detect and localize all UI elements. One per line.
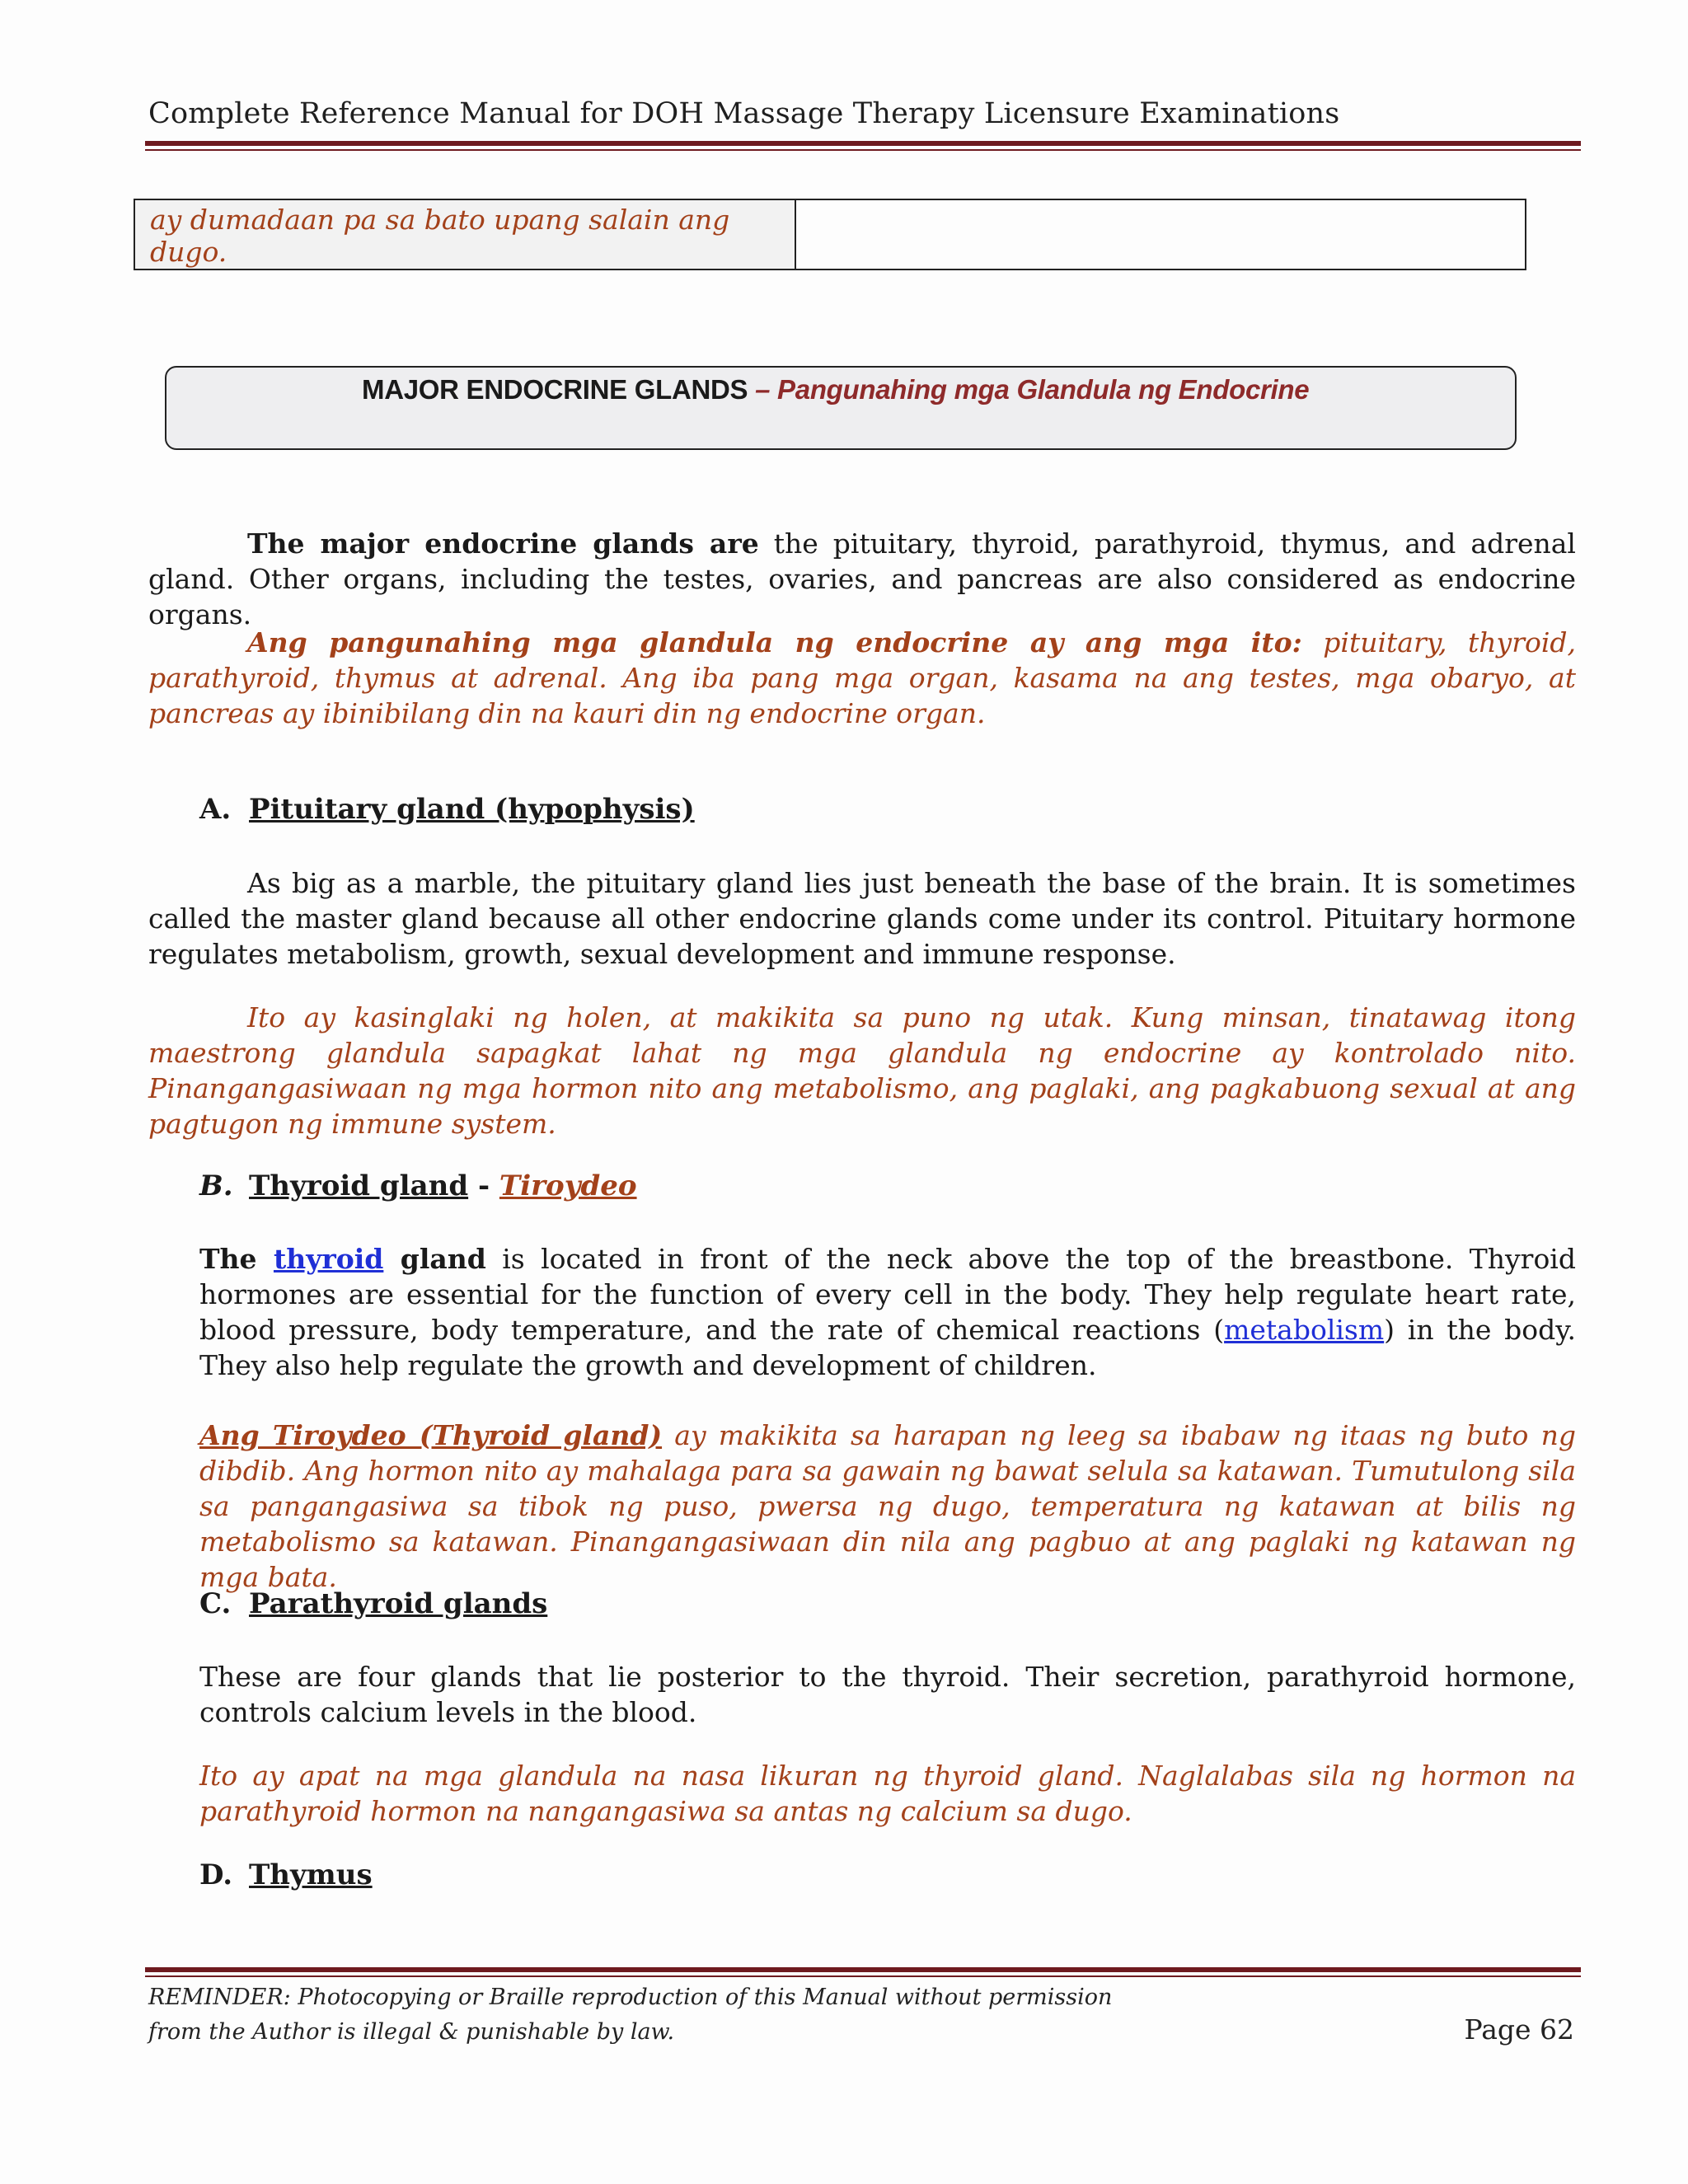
header-rule-thin xyxy=(145,149,1581,151)
table-cell-right xyxy=(796,200,1525,269)
section-a-english-text: As big as a marble, the pituitary gland lies just beneath the base of the brain. It is sometimes called the master gland because all other endocrine glands come under its control. Pituitary hormone regulates metabolism, growth, sexual development and immune response. xyxy=(148,867,1576,970)
section-c-letter: C. xyxy=(199,1587,232,1620)
section-b-english-text-2: ) in the body. They also help regulate the growth and development of children. xyxy=(199,1314,1577,1381)
metabolism-link[interactable]: metabolism xyxy=(1224,1314,1385,1346)
section-d-letter: D. xyxy=(199,1858,233,1891)
section-c-tagalog-text: Ito ay apat na mga glandula na nasa likuran ng thyroid gland. Naglalabas sila ng hormon na parathyroid hormon na nangangasiwa sa antas ng calcium sa dugo. xyxy=(199,1760,1576,1827)
tiroydeo-link[interactable]: Ang Tiroydeo (Thyroid gland) xyxy=(199,1419,663,1451)
section-a-tagalog-paragraph xyxy=(148,1000,1576,1141)
section-c-english-text: These are four glands that lie posterior to the thyroid. Their secretion, parathyroid hormone, controls calcium levels in the blood. xyxy=(199,1661,1576,1728)
header-rule-thick xyxy=(145,141,1581,146)
section-c-title: Parathyroid glands xyxy=(249,1587,548,1620)
section-title-english: MAJOR ENDOCRINE GLANDS xyxy=(362,374,748,405)
header-title: Complete Reference Manual for DOH Massage Therapy Licensure Examinations xyxy=(148,97,1340,130)
section-a-letter: A. xyxy=(199,793,232,826)
intro-tagalog-lead: Ang pangunahing mga glandula ng endocrine ay ang mga ito: xyxy=(247,626,1302,658)
section-title-box xyxy=(165,366,1517,450)
section-b-heading xyxy=(199,1169,637,1202)
footer-reminder xyxy=(148,1980,1112,2050)
footer-reminder-line-1: REMINDER: Photocopying or Braille reproduction of this Manual without permission xyxy=(148,1985,1113,2010)
section-c-heading xyxy=(199,1587,547,1620)
section-a-title: Pituitary gland (hypophysis) xyxy=(249,793,695,826)
footer-rule-thick xyxy=(145,1967,1581,1972)
continuation-table xyxy=(134,199,1526,270)
section-b-gland: gland xyxy=(383,1243,486,1275)
section-b-separator: - xyxy=(468,1169,499,1202)
thyroid-link[interactable]: thyroid xyxy=(273,1243,384,1275)
section-b-title: Thyroid gland xyxy=(249,1169,469,1202)
section-b-the: The xyxy=(199,1243,274,1275)
intro-tagalog-paragraph xyxy=(148,625,1576,731)
section-b-english-paragraph xyxy=(199,1241,1576,1383)
intro-english-body: the pituitary, thyroid, parathyroid, thymus, and adrenal gland. Other organs, including the testes, ovaries, and pancreas are also considered as endocrine organs. xyxy=(148,527,1576,630)
section-c-tagalog-paragraph xyxy=(199,1758,1576,1829)
intro-tagalog-body: pituitary, thyroid, parathyroid, thymus at adrenal. Ang iba pang mga organ, kasama na ang testes, mga obaryo, at pancreas ay ibinibilang din na kauri din ng endocrine organ. xyxy=(148,626,1577,729)
section-title-tagalog: – Pangunahing mga Glandula ng Endocrine xyxy=(755,374,1310,405)
section-a-tagalog-text: Ito ay kasinglaki ng holen, at makikita sa puno ng utak. Kung minsan, tinatawag itong maestrong glandula sapagkat lahat ng mga glandula ng endocrine ay kontrolado nito. Pinangangasiwaan ng mga hormon nito ang metabolismo, ang paglaki, ang pagkabuong sexual at ang pagtugon ng immune system. xyxy=(148,1001,1576,1140)
section-d-heading xyxy=(199,1858,373,1891)
intro-english-lead: The major endocrine glands are xyxy=(247,527,759,560)
section-b-letter: B. xyxy=(199,1169,233,1202)
footer-reminder-line-2: from the Author is illegal & punishable by law. xyxy=(148,2019,675,2045)
table-cell-left: ay dumadaan pa sa bato upang salain ang dugo. xyxy=(135,200,796,269)
section-b-english-text-1: is located in front of the neck above the top of the breastbone. Thyroid hormones are essential for the function of every cell in the body. They help regulate heart rate, blood pressure, body temperature, and the rate of chemical reactions ( xyxy=(199,1243,1576,1346)
section-b-tagalog-text: ay makikita sa harapan ng leeg sa ibabaw ng itaas ng buto ng dibdib. Ang hormon nito ay mahalaga para sa gawain ng bawat selula sa katawan. Tumutulong sila sa pangangasiwa sa tibok ng puso, pwersa ng dugo, temperatura ng katawan at bilis ng metabolismo sa katawan. Pinangangasiwaan din nila ang pagbuo at ang paglaki ng katawan ng mga bata. xyxy=(199,1419,1576,1593)
section-b-title-tagalog[interactable]: Tiroydeo xyxy=(499,1169,637,1202)
footer-rule-thin xyxy=(145,1975,1581,1977)
page-number: Page 62 xyxy=(1464,2013,1574,2046)
section-d-title: Thymus xyxy=(249,1858,373,1891)
section-a-english-paragraph xyxy=(148,865,1576,972)
section-c-english-paragraph xyxy=(199,1659,1576,1730)
intro-english-paragraph xyxy=(148,526,1576,632)
section-b-tagalog-paragraph xyxy=(199,1418,1576,1595)
section-a-heading xyxy=(199,793,695,826)
